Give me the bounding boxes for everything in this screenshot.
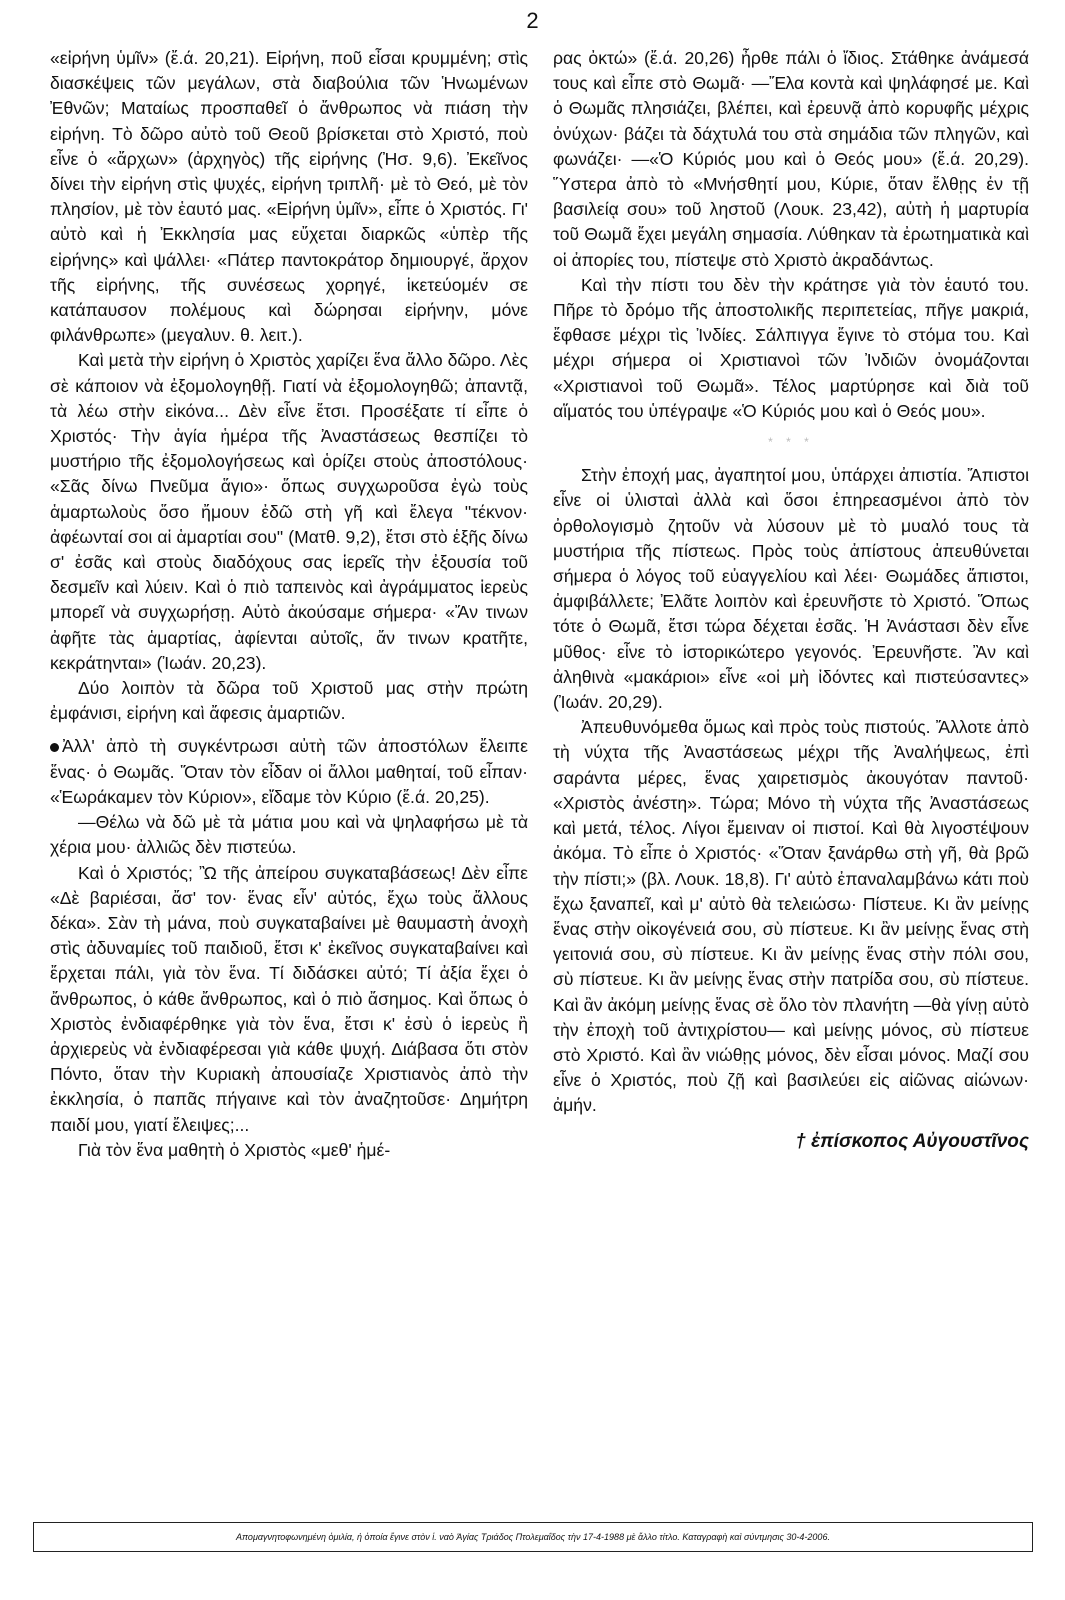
paragraph: ρας ὀκτώ» (ἔ.ά. 20,26) ἦρθε πάλι ὁ ἴδιος. Στάθηκε ἀνάμεσά τους καὶ εἶπε στὸ Θωμᾶ· —Ἔλα κοντὰ καὶ ψηλάφησέ με. Καὶ ὁ Θωμᾶς πλησιάζει, βλέπει, καὶ ἐρευνᾷ ἀπὸ κορυφῆς μέχρις ὀνύχων· βάζει τὰ δάχτυλά του στὰ σημάδια τῶν πληγῶν, καὶ φωνάζει· —«Ὁ Κύριός μου καὶ ὁ Θεός μου» (ἔ.ά. 20,29). Ὕστερα ἀπὸ τὸ «Μνήσθητί μου, Κύριε, ὅταν ἔλθῃς ἐν τῇ βασιλείᾳ σου» τοῦ ληστοῦ (Λουκ. 23,42), αὐτὴ ἡ μαρτυρία τοῦ Θωμᾶ ἔχει μεγάλη σημασία. Λύθηκαν τὰ ἐρωτηματικὰ καὶ οἱ ἀπορίες του, πίστεψε στὸ Χριστὸ ἀκραδάντως. bbox=[553, 48, 1029, 270]
paragraph: Ἀπευθυνόμεθα ὅμως καὶ πρὸς τοὺς πιστούς. Ἄλλοτε ἀπὸ τὴ νύχτα τῆς Ἀναστάσεως μέχρι τῆς Ἀναλήψεως, ἐπὶ σαράντα μέρες, ἕνας χαιρετισμὸς ἀκουγόταν παντοῦ· «Χριστὸς ἀνέστη». Τώρα; Μόνο τὴ νύχτα τῆς Ἀναστάσεως καὶ μετά, τέλος. Λίγοι ἔμειναν οἱ πιστοί. Καὶ θὰ λιγοστέψουν ἀκόμα. Τὸ εἶπε ὁ Χριστός· «Ὅταν ξανάρθω στὴ γῆ, θὰ βρῶ τὴν πίστι;» (βλ. Λουκ. 18,8). Γι' αὐτὸ ἐπαναλαμβάνω κάτι ποὺ ἔχω ξαναπεῖ, καὶ μ' αὐτὸ θὰ τελειώσω· Πίστευε. Κι ἂν μείνῃς ἕνας στὴν οἰκογένειά σου, σὺ πίστευε. Κι ἂν μείνῃς ἕνας στὴ γειτονιά σου, σὺ πίστευε. Κι ἂν μείνῃς ἕνας στὴν πόλι σου, σὺ πίστευε. Κι ἂν μείνῃς ἕνας στὴν πατρίδα σου, σὺ πίστευε. Καὶ ἂν ἀκόμη μείνῃς ἕνας σὲ ὅλο τὸν πλανήτη —θὰ γίνῃ αὐτὸ τὴν ἐποχὴ τοῦ ἀντιχρίστου— καὶ μείνῃς μόνος, σὺ πίστευε στὸ Χριστό. Καὶ ἂν νιώθῃς μόνος, δὲν εἶσαι μόνος. Μαζί σου εἶνε ὁ Χριστός, ποὺ ζῇ καὶ βασιλεύει εἰς αἰῶνας αἰώνων· ἀμήν. bbox=[553, 717, 1029, 1116]
section-separator: * * * bbox=[768, 435, 814, 450]
bullet-paragraph bbox=[50, 734, 528, 810]
signature: † ἐπίσκοπος Αὐγουστῖνος bbox=[795, 1130, 1029, 1152]
paragraph: Στὴν ἐποχή μας, ἀγαπητοί μου, ὑπάρχει ἀπιστία. Ἄπιστοι εἶνε οἱ ὑλισταὶ ἀλλὰ καὶ ὅσοι ἐπηρεασμένοι ἀπὸ τὸν ὀρθολογισμὸ ζητοῦν νὰ λύσουν μὲ τὸ μυαλό τους τὰ μυστήρια τῆς πίστεως. Πρὸς τοὺς ἀπίστους ἀπευθύνεται σήμερα ὁ λόγος τοῦ εὐαγγελίου καὶ λέει· Θωμάδες ἄπιστοι, ἀμφιβάλλετε; Ἐλᾶτε λοιπὸν καὶ ἐρευνῆστε τὸ Χριστό. Ὅπως τότε ὁ Θωμᾶ, ἔτσι τώρα δέχεται ἐσᾶς. Ἡ Ἀνάστασι δὲν εἶνε μῦθος· εἶνε τὸ ἱστορικώτερο γεγονός. Ἐρευνῆστε. Ἂν καὶ ἀληθινὰ «μακάριοι» εἶνε «οἱ μὴ ἰδόντες καὶ πιστεύσαντες» (Ἰωάν. 20,29). bbox=[553, 465, 1029, 713]
paragraph: Καὶ μετὰ τὴν εἰρήνη ὁ Χριστὸς χαρίζει ἕνα ἄλλο δῶρο. Λὲς σὲ κάποιον νὰ ἐξομολογηθῇ. Γιατί νὰ ἐξομολογηθῶ; ἀπαντᾷ, τὰ λέω στὴν εἰκόνα... Δὲν εἶνε ἔτσι. Προσέξατε τί εἶπε ὁ Χριστός· Τὴν ἁγία ἡμέρα τῆς Ἀναστάσεως θεσπίζει τὸ μυστήριο τῆς ἐξομολογήσεως καὶ ὁρίζει στοὺς ἀποστόλους· «Σᾶς δίνω Πνεῦμα ἅγιο»· ὅπως συγχωροῦσα ἐγὼ τοὺς ἁμαρτωλοὺς ὅσο ἤμουν ἐδῶ στὴ γῆ καὶ ἔλεγα "τέκνον· ἀφέωνταί σοι αἱ ἁμαρτίαι σου" (Ματθ. 9,2), ἔτσι στὸ ἑξῆς δίνω σ' ἐσᾶς καὶ στοὺς διαδόχους σας ἱερεῖς τὴν ἐξουσία τοῦ δεσμεῖν καὶ λύειν. Καὶ ὁ πιὸ ταπεινὸς καὶ ἀγράμματος ἱερεὺς μπορεῖ νὰ συγχωρήσῃ. Αὐτὸ ἀκούσαμε σήμερα· «Ἄν τινων ἀφῆτε τὰς ἁμαρτίας, ἀφίενται αὐτοῖς, ἄν τινων κρατῆτε, κεκράτηνται» (Ἰωάν. 20,23). bbox=[50, 350, 528, 673]
page-number: 2 bbox=[526, 8, 539, 33]
right-column bbox=[553, 46, 1029, 1154]
paragraph: —Θέλω νὰ δῶ μὲ τὰ μάτια μου καὶ νὰ ψηλαφήσω μὲ τὰ χέρια μου· ἀλλιῶς δὲν πιστεύω. bbox=[50, 812, 528, 858]
paragraph-text: Ἀλλ' ἀπὸ τὴ συγκέντρωσι αὐτὴ τῶν ἀποστόλων ἔλειπε ἕνας· ὁ Θωμᾶς. Ὅταν τὸν εἶδαν οἱ ἄλλοι μαθηταί, τοῦ εἶπαν· «Ἑωράκαμεν τὸν Κύριον», εἴδαμε τὸν Κύριο (ἔ.ά. 20,25). bbox=[50, 736, 528, 807]
paragraph: Καὶ ὁ Χριστός; Ὢ τῆς ἀπείρου συγκαταβάσεως! Δὲν εἶπε «Δὲ βαριέσαι, ἄσ' τον· ἕνας εἶν' αὐτός, ἔχω τοὺς ἄλλους δέκα». Σὰν τὴ μάνα, ποὺ συγκαταβαίνει μὲ θαυμαστὴ ἀνοχὴ στὶς ἀδυναμίες τοῦ παιδιοῦ, ἔτσι κ' ἐκεῖνος συγκαταβαίνει καὶ ἔρχεται πάλι, γιὰ τὸν ἕνα. Τί διδάσκει αὐτό; Τί ἀξία ἔχει ὁ ἄνθρωπος, ὁ κάθε ἄνθρωπος, καὶ ὁ πιὸ ἄσημος. Καὶ ὅπως ὁ Χριστὸς ἐνδιαφέρθηκε γιὰ τὸν ἕνα, ἔτσι κ' ἐσὺ ὁ ἱερεὺς ἢ ἀρχιερεὺς νὰ ἐνδιαφέρεσαι γιὰ κάθε ψυχή. Διάβασα ὅτι στὸν Πόντο, ὅταν τὴν Κυριακὴ ἀπουσίαζε Χριστιανὸς ἀπὸ τὴν ἐκκλησία, ὁ παπᾶς πήγαινε καὶ τὸν ἀναζητοῦσε· Δημήτρη παιδί μου, γιατί ἔλειψες;... bbox=[50, 862, 528, 1135]
paragraph: Καὶ τὴν πίστι του δὲν τὴν κράτησε γιὰ τὸν ἑαυτό του. Πῆρε τὸ δρόμο τῆς ἀποστολικῆς περιπετείας, πῆγε μακριά, ἔφθασε μέχρι τὶς Ἰνδίες. Σάλπιγγα ἔγινε τὸ στόμα του. Καὶ μέχρι σήμερα οἱ Χριστιανοὶ τῶν Ἰνδιῶν ὀνομάζονται «Χριστιανοὶ τοῦ Θωμᾶ». Τέλος μαρτύρησε καὶ διὰ τοῦ αἵματός του ὑπέγραψε «Ὁ Κύριός μου καὶ ὁ Θεός μου». bbox=[553, 274, 1029, 421]
paragraph: «εἰρήνη ὑμῖν» (ἔ.ά. 20,21). Εἰρήνη, ποῦ εἶσαι κρυμμένη; στὶς διασκέψεις τῶν μεγάλων, στὰ διαβούλια τῶν Ἡνωμένων Ἐθνῶν; Ματαίως προσπαθεῖ ὁ ἄνθρωπος νὰ πιάση τὴν εἰρήνη. Τὸ δῶρο αὐτὸ τοῦ Θεοῦ βρίσκεται στὸ Χριστό, ποὺ εἶνε ὁ «ἄρχων» (ἀρχηγὸς) τῆς εἰρήνης (Ἠσ. 9,6). Ἐκεῖνος δίνει τὴν εἰρήνη στὶς ψυχές, εἰρήνη τριπλῆ· μὲ τὸ Θεό, μὲ τὸν πλησίον, μὲ τὸν ἑαυτό μας. «Εἰρήνη ὑμῖν», εἶπε ὁ Χριστός. Γι' αὐτὸ καὶ ἡ Ἐκκλησία μας εὔχεται διαρκῶς «ὑπὲρ τῆς εἰρήνης» καὶ ψάλλει· «Πάτερ παντοκράτορ δημιουργέ, ἄρχον τῆς εἰρήνης, τῆς συνέσεως χορηγέ, ἱκετεύομέν σε κατάπαυσον πολέμους καὶ δώρησαι εἰρήνην, μόνε φιλάνθρωπε» (μεγαλυν. θ. λειτ.). bbox=[50, 48, 528, 346]
left-column bbox=[50, 46, 528, 1163]
paragraph: Γιὰ τὸν ἕνα μαθητὴ ὁ Χριστὸς «μεθ' ἡμέ- bbox=[78, 1139, 391, 1160]
footnote-box: Απομαγνητοφωνημένη ὁμιλία, ἡ ὁποία ἔγινε στὸν ἱ. ναὸ Ἁγίας Τριάδος Πτολεμαΐδος τὴν 17-4-1988 μὲ ἄλλο τίτλο. Καταγραφὴ καὶ σύντμησις 30-4-2006. bbox=[33, 1522, 1033, 1552]
bullet-icon bbox=[50, 743, 59, 752]
paragraph: Δύο λοιπὸν τὰ δῶρα τοῦ Χριστοῦ μας στὴν πρώτη ἐμφάνισι, εἰρήνη καὶ ἄφεσις ἁμαρτιῶν. bbox=[50, 678, 528, 724]
